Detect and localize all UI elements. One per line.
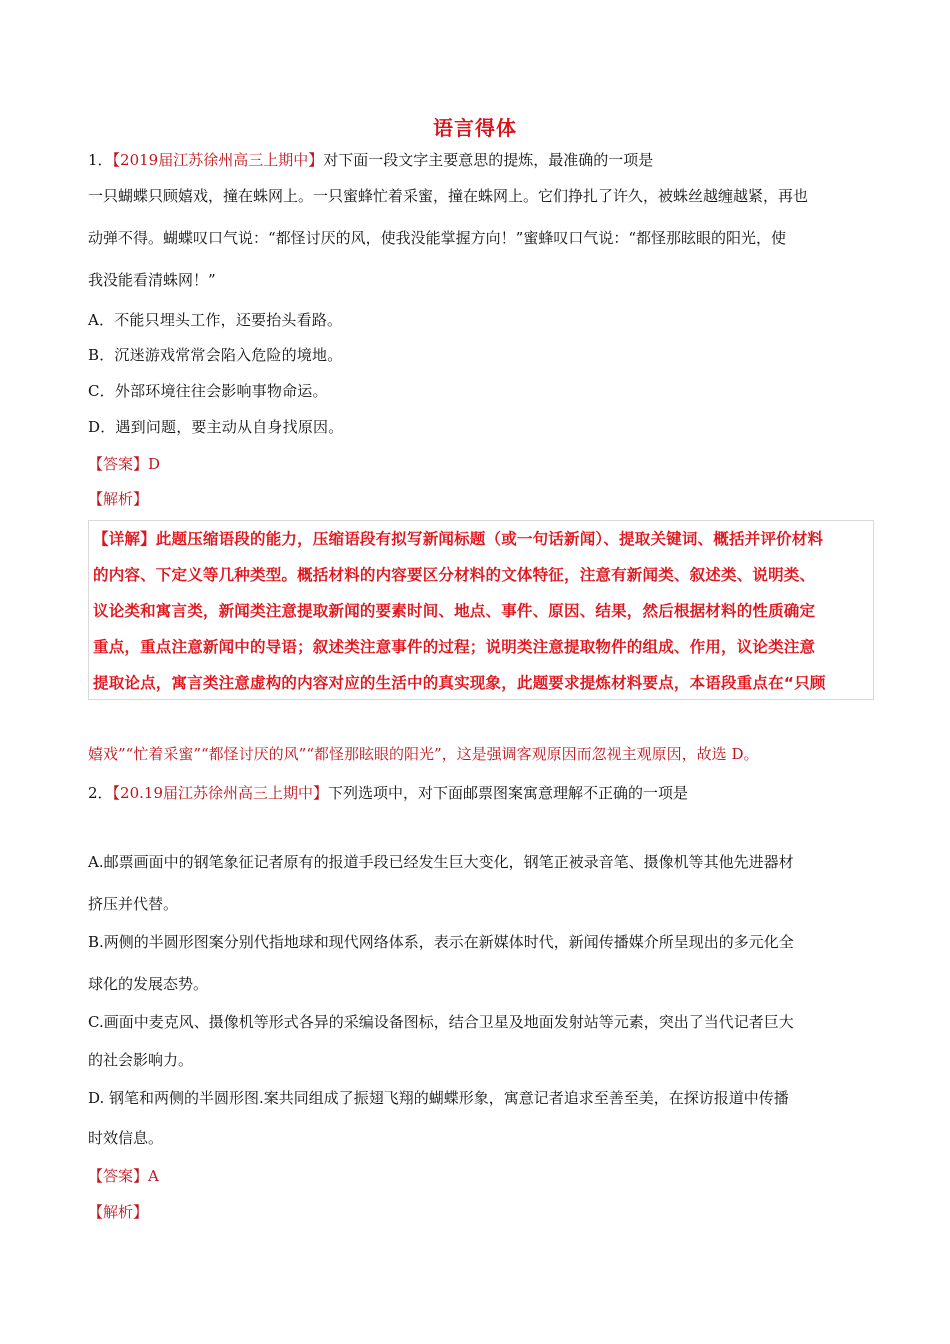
detail-line: 的内容、下定义等几种类型。概括材料的内容要区分材料的文体特征，注意有新闻类、叙述类、说明类、: [93, 566, 816, 584]
option-d: D. 钢笔和两侧的半圆形图.案共同组成了振翅飞翔的蝴蝶形象，寓意记者追求至善至美，在探访报道中传播: [88, 1089, 789, 1107]
option-a: A．不能只埋头工作，还要抬头看路。: [88, 311, 343, 329]
answer-line: [88, 454, 160, 474]
option-a-cont: 挤压并代替。: [88, 895, 179, 913]
answer-value: A: [148, 1167, 159, 1185]
analysis-label: 【解析】: [88, 490, 149, 508]
analysis-label: 【解析】: [88, 1203, 149, 1221]
passage-line: 一只蝴蝶只顾嬉戏，撞在蛛网上。一只蜜蜂忙着采蜜，撞在蛛网上。它们挣扎了许久，被蛛丝越缠越紧，再也: [88, 187, 809, 205]
detail-line: 提取论点，寓言类注意虚构的内容对应的生活中的真实现象，此题要求提炼材料要点，本语段重点在“只顾: [93, 674, 826, 692]
option-d: D．遇到问题，要主动从自身找原因。: [88, 418, 344, 436]
question-1-header: [88, 150, 653, 170]
question-source: 【2019届江苏徐州高三上期中】: [112, 151, 324, 169]
option-b: B．沉迷游戏常常会陷入危险的境地。: [88, 346, 343, 364]
question-number: 2．: [88, 784, 113, 802]
question-stem: 对下面一段文字主要意思的提炼，最准确的一项是: [323, 151, 654, 169]
analysis-tag: [88, 1202, 148, 1222]
option-c-cont: 的社会影响力。: [88, 1051, 194, 1069]
option-c: C．外部环境往往会影响事物命运。: [88, 382, 328, 400]
question-stem: 下列选项中，对下面邮票图案寓意理解不正确的一项是: [328, 784, 689, 802]
question-2-header: [88, 783, 688, 803]
detail-tail: 嬉戏”“忙着采蜜”“都怪讨厌的风”“都怪那眩眼的阳光”，这是强调客观原因而忽视主观原因，故选 D。: [88, 745, 759, 763]
detail-box: [88, 520, 874, 700]
option-a: A.邮票画面中的钢笔象征记者原有的报道手段已经发生巨大变化，钢笔正被录音笔、摄像机等其他先进器材: [88, 853, 794, 871]
passage-line: 我没能看清蛛网！”: [88, 271, 216, 289]
detail-line: 重点，重点注意新闻中的导语；叙述类注意事件的过程；说明类注意提取物件的组成、作用，议论类注意: [93, 638, 816, 656]
option-b: B.两侧的半圆形图案分别代指地球和现代网络体系，表示在新媒体时代，新闻传播媒介所呈现出的多元化全: [88, 933, 794, 951]
answer-line: [88, 1166, 159, 1186]
question-number: 1．: [88, 151, 113, 169]
answer-tag: 【答案】: [88, 455, 149, 473]
answer-value: D: [148, 455, 161, 473]
answer-tag: 【答案】: [88, 1167, 149, 1185]
detail-line: 议论类和寓言类，新闻类注意提取新闻的要素时间、地点、事件、原因、结果，然后根据材料的性质确定: [93, 602, 816, 620]
analysis-tag: [88, 489, 148, 509]
passage-line: 动弹不得。蝴蝶叹口气说：“都怪讨厌的风，使我没能掌握方向！”蜜蜂叹口气说：“都怪那眩眼的阳光，使: [88, 229, 787, 247]
detail-line: 【详解】此题压缩语段的能力，压缩语段有拟写新闻标题（或一句话新闻）、提取关键词、概括并评价材料: [93, 530, 824, 548]
option-c: C.画面中麦克风、摄像机等形式各异的采编设备图标，结合卫星及地面发射站等元素，突出了当代记者巨大: [88, 1013, 794, 1031]
page-title: 语言得体: [433, 116, 517, 140]
question-source: 【20.19届江苏徐州高三上期中】: [112, 784, 328, 802]
option-d-cont: 时效信息。: [88, 1129, 164, 1147]
option-b-cont: 球化的发展态势。: [88, 975, 209, 993]
